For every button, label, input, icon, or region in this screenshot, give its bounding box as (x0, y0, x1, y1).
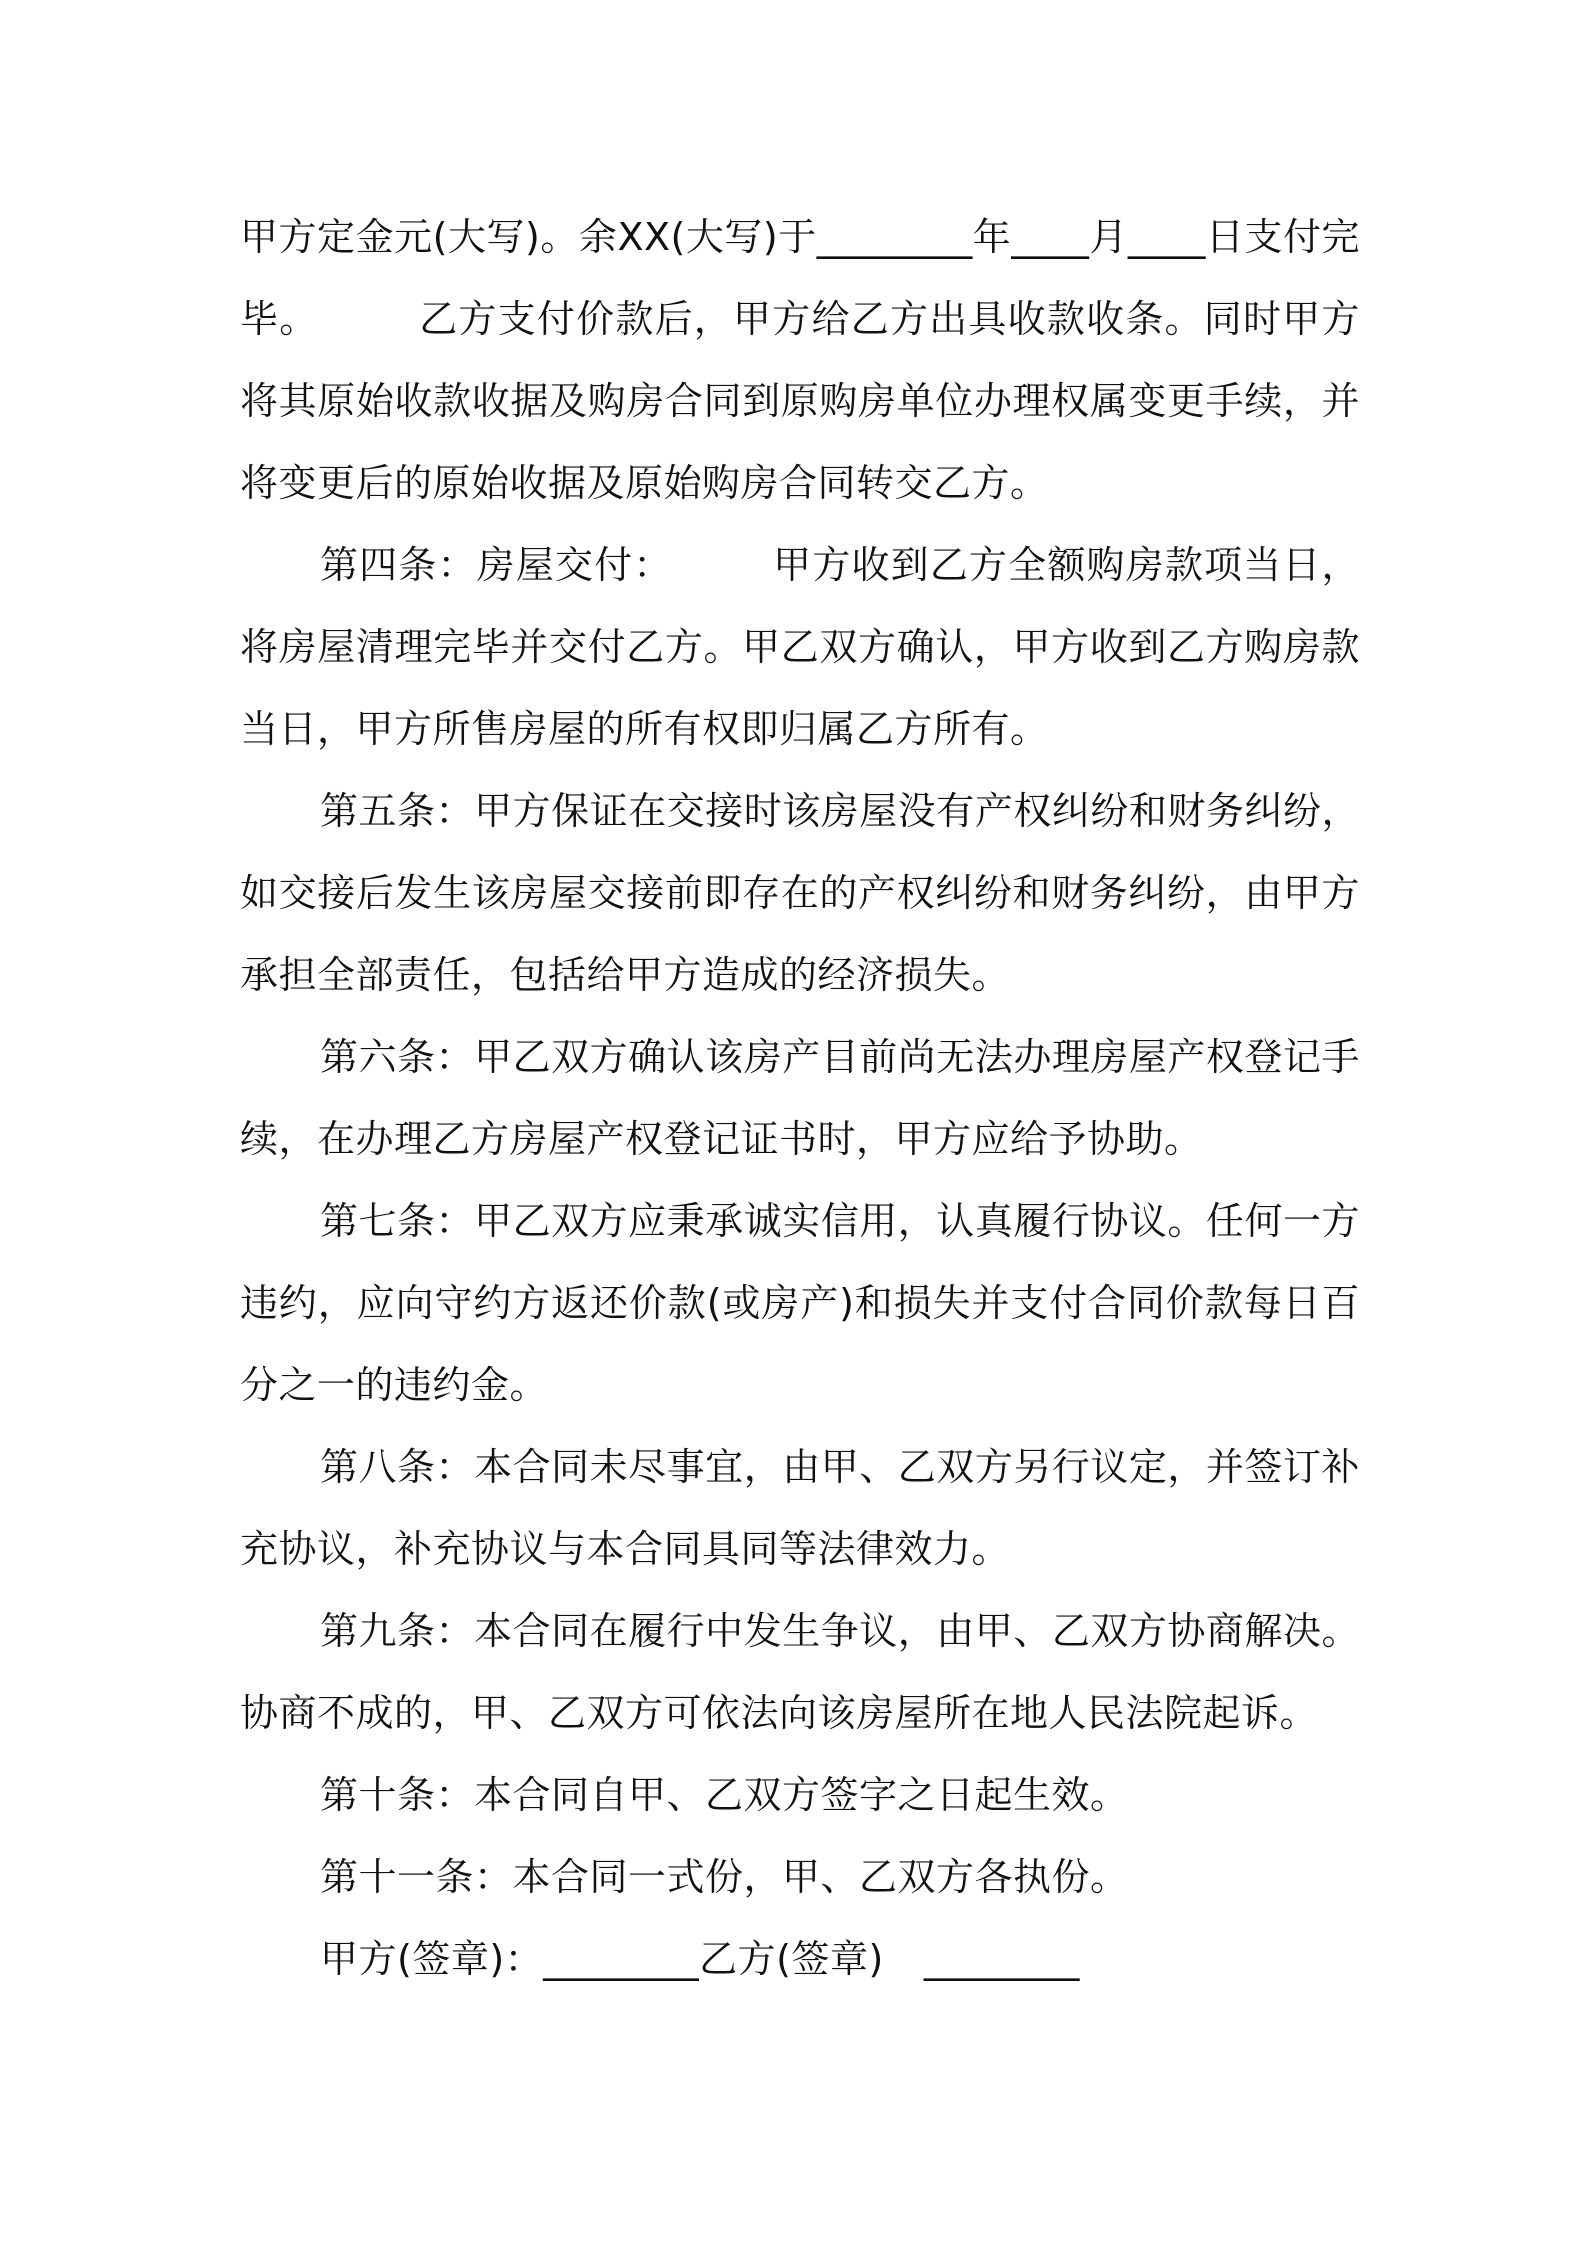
article-4 (240, 524, 1360, 770)
party-b-signature-label: 乙方(签章) (699, 1937, 884, 1981)
article-8: 第八条：本合同未尽事宜，由甲、乙双方另行议定，并签订补充协议，补充协议与本合同具同等法律效力。 (240, 1445, 1360, 1571)
payment-schedule-text: 甲方定金元(大写)。余XX(大写)于________年____月____日支付完毕。 (240, 215, 1360, 341)
article-5: 第五条：甲方保证在交接时该房屋没有产权纠纷和财务纠纷，如交接后发生该房屋交接前即存在的产权纠纷和财务纠纷，由甲方承担全部责任，包括给甲方造成的经济损失。 (240, 789, 1360, 997)
article-10: 第十条：本合同自甲、乙双方签字之日起生效。 (320, 1773, 1129, 1817)
party-a-signature-blank: ________ (543, 1937, 700, 1981)
contract-body (240, 196, 1360, 2000)
article-6: 第六条：甲乙双方确认该房产目前尚无法办理房屋产权登记手续，在办理乙方房屋产权登记证书时，甲方应给予协助。 (240, 1035, 1360, 1161)
signature-line (240, 1918, 1360, 2000)
article-9: 第九条：本合同在履行中发生争议，由甲、乙双方协商解决。协商不成的，甲、乙双方可依法向该房屋所在地人民法院起诉。 (240, 1609, 1360, 1735)
article-4-body: 甲方收到乙方全额购房款项当日，将房屋清理完毕并交付乙方。甲乙双方确认，甲方收到乙方购房款当日，甲方所售房屋的所有权即归属乙方所有。 (240, 543, 1360, 751)
article-11: 第十一条：本合同一式份，甲、乙双方各执份。 (320, 1855, 1129, 1899)
paragraph-payment (240, 196, 1360, 524)
party-a-signature-label: 甲方(签章)： (320, 1937, 544, 1981)
party-b-signature-blank: ________ (923, 1937, 1080, 1981)
receipt-transfer-text: 乙方支付价款后，甲方给乙方出具收款收条。同时甲方将其原始收款收据及购房合同到原购房单位办理权属变更手续，并将变更后的原始收据及原始购房合同转交乙方。 (240, 297, 1360, 505)
article-7: 第七条：甲乙双方应秉承诚实信用，认真履行协议。任何一方违约，应向守约方返还价款(或房产)和损失并支付合同价款每日百分之一的违约金。 (240, 1199, 1360, 1407)
article-4-title: 第四条：房屋交付： (320, 543, 673, 587)
